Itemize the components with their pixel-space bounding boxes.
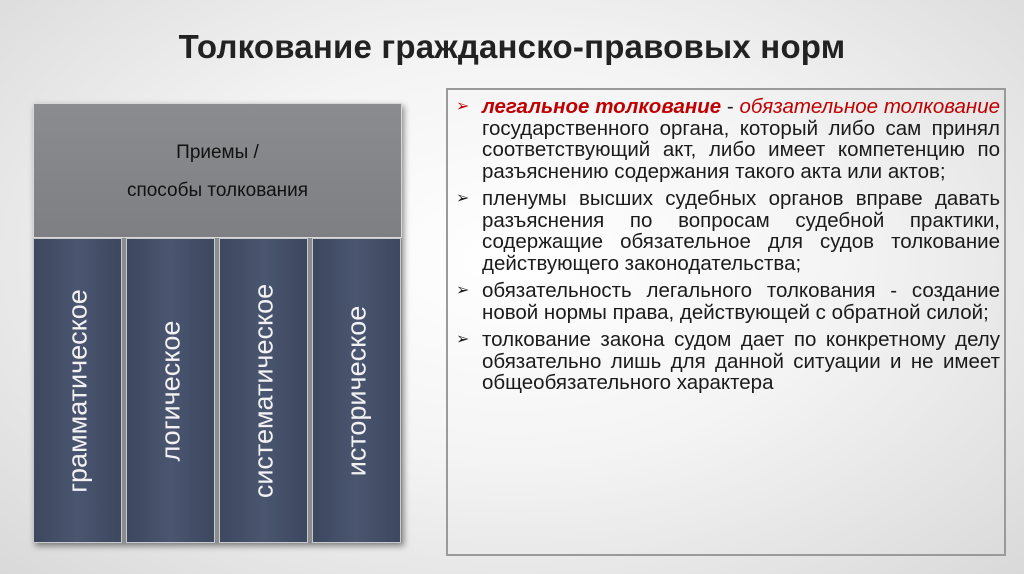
bullet-text: государственного органа, который либо сам принял соответствующий акт, либо имеет компетенцию по разъяснению содержания такого акта или актов; [482, 116, 1000, 183]
term-dash: - [721, 95, 740, 118]
list-item [456, 329, 1000, 394]
column-label: систематическое [248, 283, 278, 498]
list-item [456, 280, 1000, 323]
bullet-text: толкование закона судом дает по конкретному делу обязательно лишь для данной ситуации и не имеет общеобязательного характера [482, 328, 1000, 394]
diagram-header-line2: способы толкования [126, 180, 309, 201]
arrow-bullet-icon: ➢ [456, 190, 470, 207]
text-box [446, 88, 1006, 556]
diagram-header [33, 103, 402, 238]
column-label: историческое [341, 305, 371, 476]
diagram-header-line1: Приемы / [176, 142, 259, 163]
list-item [456, 96, 1000, 182]
methods-diagram [33, 103, 402, 543]
column-logical [126, 238, 215, 543]
slide-title: Толкование гражданско-правовых норм [178, 28, 846, 65]
bullet-text: пленумы высших судебных органов вправе давать разъяснения по вопросам судебной практики, содержащие обязательное для судов толкование действующего законодательства; [482, 187, 1000, 275]
column-grammatical [33, 238, 122, 543]
list-item [456, 188, 1000, 274]
arrow-bullet-icon: ➢ [456, 98, 470, 115]
column-label: грамматическое [62, 288, 92, 493]
arrow-bullet-icon: ➢ [456, 282, 470, 299]
bullet-text: обязательность легального толкования - создание новой нормы права, действующей с обратной силой; [482, 279, 1000, 324]
diagram-columns [33, 238, 402, 543]
legal-interpretation-term: легальное толкование [482, 95, 722, 118]
arrow-bullet-icon: ➢ [456, 331, 470, 348]
column-systematic [219, 238, 308, 543]
mandatory-interpretation-term: обязательное толкование [739, 95, 1001, 118]
bullet-list [456, 96, 1000, 400]
column-label: логическое [155, 320, 185, 461]
column-historical [312, 238, 401, 543]
